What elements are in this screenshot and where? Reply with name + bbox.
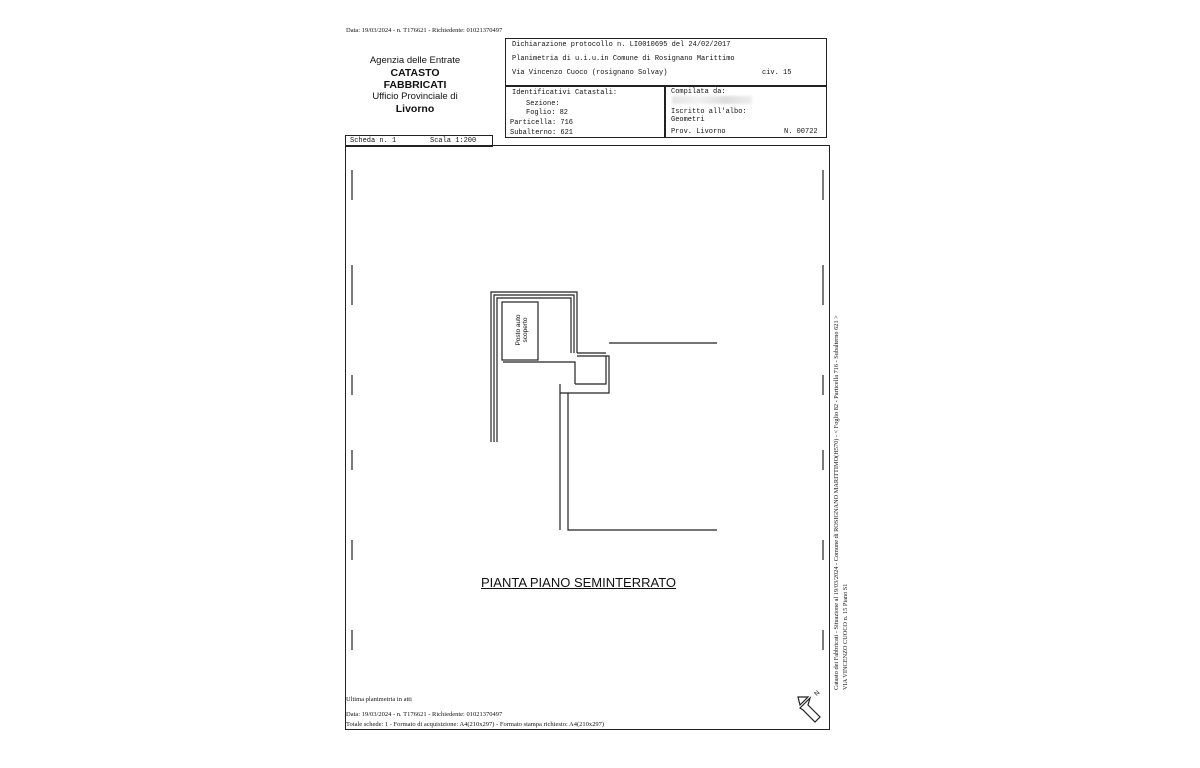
room-label-line1: Posto auto <box>515 314 522 346</box>
particella-field: Particella: 716 <box>510 119 574 127</box>
registration-number: N. 00722 <box>784 128 818 136</box>
plan-title: PIANTA PIANO SEMINTERRATO <box>481 575 677 590</box>
office-label: Ufficio Provinciale di <box>372 91 458 102</box>
side-text-line2: VIA VINCENZO CUOCO n. 15 Piano S1 <box>842 583 849 690</box>
room-label-line2: scoperto <box>522 317 529 343</box>
foglio-field: Foglio: 82 <box>526 109 569 117</box>
north-arrow-icon <box>798 697 820 722</box>
agency-name: Agenzia delle Entrate <box>369 55 461 66</box>
top-request-line: Data: 19/03/2024 - n. T176621 - Richiedente: 01021370497 <box>346 27 503 34</box>
identifiers-title: Identificativi Catastali: <box>512 89 618 97</box>
profession-label: Geometri <box>671 116 705 124</box>
sezione-field: Sezione: <box>526 100 560 108</box>
footer-last-plan: Ultima planimetria in atti <box>346 696 412 703</box>
room-label <box>515 314 529 345</box>
declaration-line: Dichiarazione protocollo n. LI0010695 del 24/02/2017 <box>512 41 731 49</box>
north-label: N <box>813 689 822 698</box>
subalterno-field: Subalterno: 621 <box>510 129 574 137</box>
footer-totals-line: Totale schede: 1 - Formato di acquisizione: A4(210x297) - Formato stampa richiesto: A4(210x297) <box>346 721 605 728</box>
office-city: Livorno <box>395 103 435 115</box>
compiled-title: Compilata da: <box>671 88 726 96</box>
registered-label: Iscritto all'albo: <box>671 108 747 116</box>
footer-data-line: Data: 19/03/2024 - n. T176621 - Richiedente: 01021370497 <box>346 711 503 718</box>
province-label: Prov. Livorno <box>671 128 726 136</box>
catasto-title: CATASTO FABBRICATI <box>383 67 447 91</box>
planimetry-line: Planimetria di u.i.u.in Comune di Rosignano Marittimo <box>512 55 735 63</box>
scheda-scale: Scala 1:200 <box>430 137 477 145</box>
address-line: Via Vincenzo Cuoco (rosignano Solvay) <box>512 69 668 77</box>
scheda-number: Scheda n. 1 <box>350 137 397 145</box>
civic-number: civ. 15 <box>762 69 792 77</box>
side-text-line1: Catasto dei Fabbricati - Situazione al 19/03/2024 - Comune di ROSIGNANO MARITTIMO(H570) - < Foglio 82 - Particella 716 - Subalterno 621 > <box>833 315 840 690</box>
